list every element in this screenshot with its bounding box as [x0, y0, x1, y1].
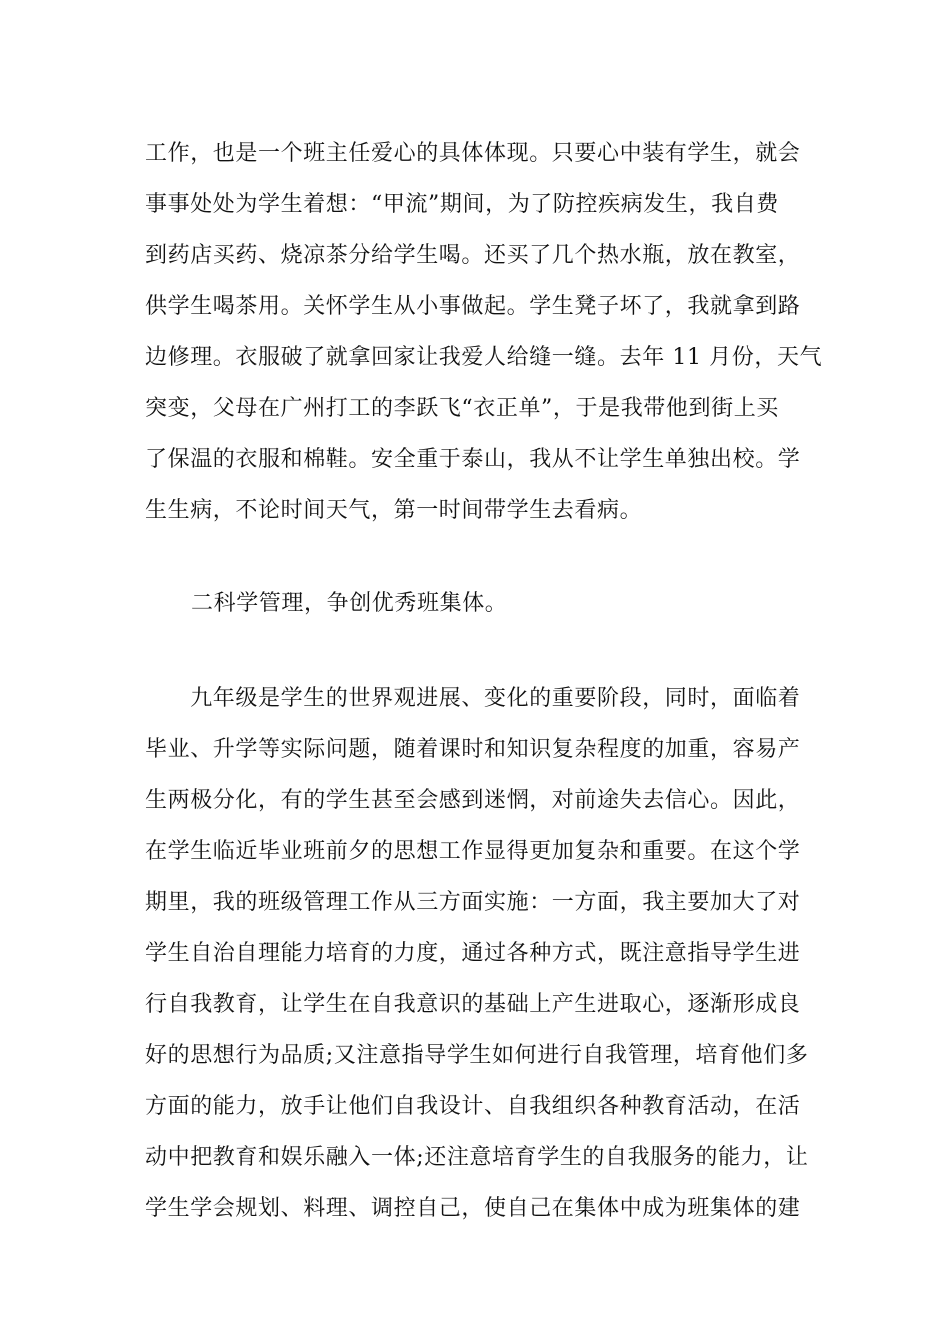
text-line: 边修理。衣服破了就拿回家让我爱人给缝一缝。去年 11 月份，天气: [145, 345, 823, 370]
text-line: 事事处处为学生着想：“甲流”期间，为了防控疾病发生，我自费: [145, 192, 779, 217]
text-line: 突变，父母在广州打工的李跃飞“衣正单”，于是我带他到街上买: [145, 396, 779, 421]
text-line: 了保温的衣服和棉鞋。安全重于泰山，我从不让学生单独出校。学: [145, 447, 801, 472]
text-line: 动中把教育和娱乐融入一体;还注意培育学生的自我服务的能力，让: [145, 1145, 809, 1170]
text-line: 工作，也是一个班主任爱心的具体体现。只要心中装有学生，就会: [145, 141, 801, 166]
paragraph-care-for-students: [145, 128, 823, 536]
text-line: 方面的能力，放手让他们自我设计、自我组织各种教育活动，在活: [145, 1094, 801, 1119]
paragraph-grade-nine: [145, 673, 813, 1234]
text-line: 生生病，不论时间天气，第一时间带学生去看病。: [145, 498, 643, 523]
text-line: 学生学会规划、料理、调控自己，使自己在集体中成为班集体的建: [145, 1196, 801, 1221]
text-line: 学生自治自理能力培育的力度，通过各种方式，既注意指导学生进: [145, 941, 801, 966]
text-line: 在学生临近毕业班前夕的思想工作显得更加复杂和重要。在这个学: [145, 839, 801, 864]
text-line: 九年级是学生的世界观进展、变化的重要阶段，同时，面临着: [145, 686, 801, 711]
text-line: 供学生喝茶用。关怀学生从小事做起。学生凳子坏了，我就拿到路: [145, 294, 801, 319]
text-line: 期里，我的班级管理工作从三方面实施：一方面，我主要加大了对: [145, 890, 801, 915]
text-line: 好的思想行为品质;又注意指导学生如何进行自我管理，培育他们多: [145, 1043, 809, 1068]
section-heading-text: 二科学管理，争创优秀班集体。: [191, 591, 508, 616]
text-line: 生两极分化，有的学生甚至会感到迷惘，对前途失去信心。因此，: [145, 788, 801, 813]
text-line: 到药店买药、烧凉茶分给学生喝。还买了几个热水瓶，放在教室，: [145, 243, 801, 268]
text-line: 行自我教育，让学生在自我意识的基础上产生进取心，逐渐形成良: [145, 992, 801, 1017]
section-heading: [145, 578, 813, 629]
text-line: 毕业、升学等实际问题，随着课时和知识复杂程度的加重，容易产: [145, 737, 801, 762]
